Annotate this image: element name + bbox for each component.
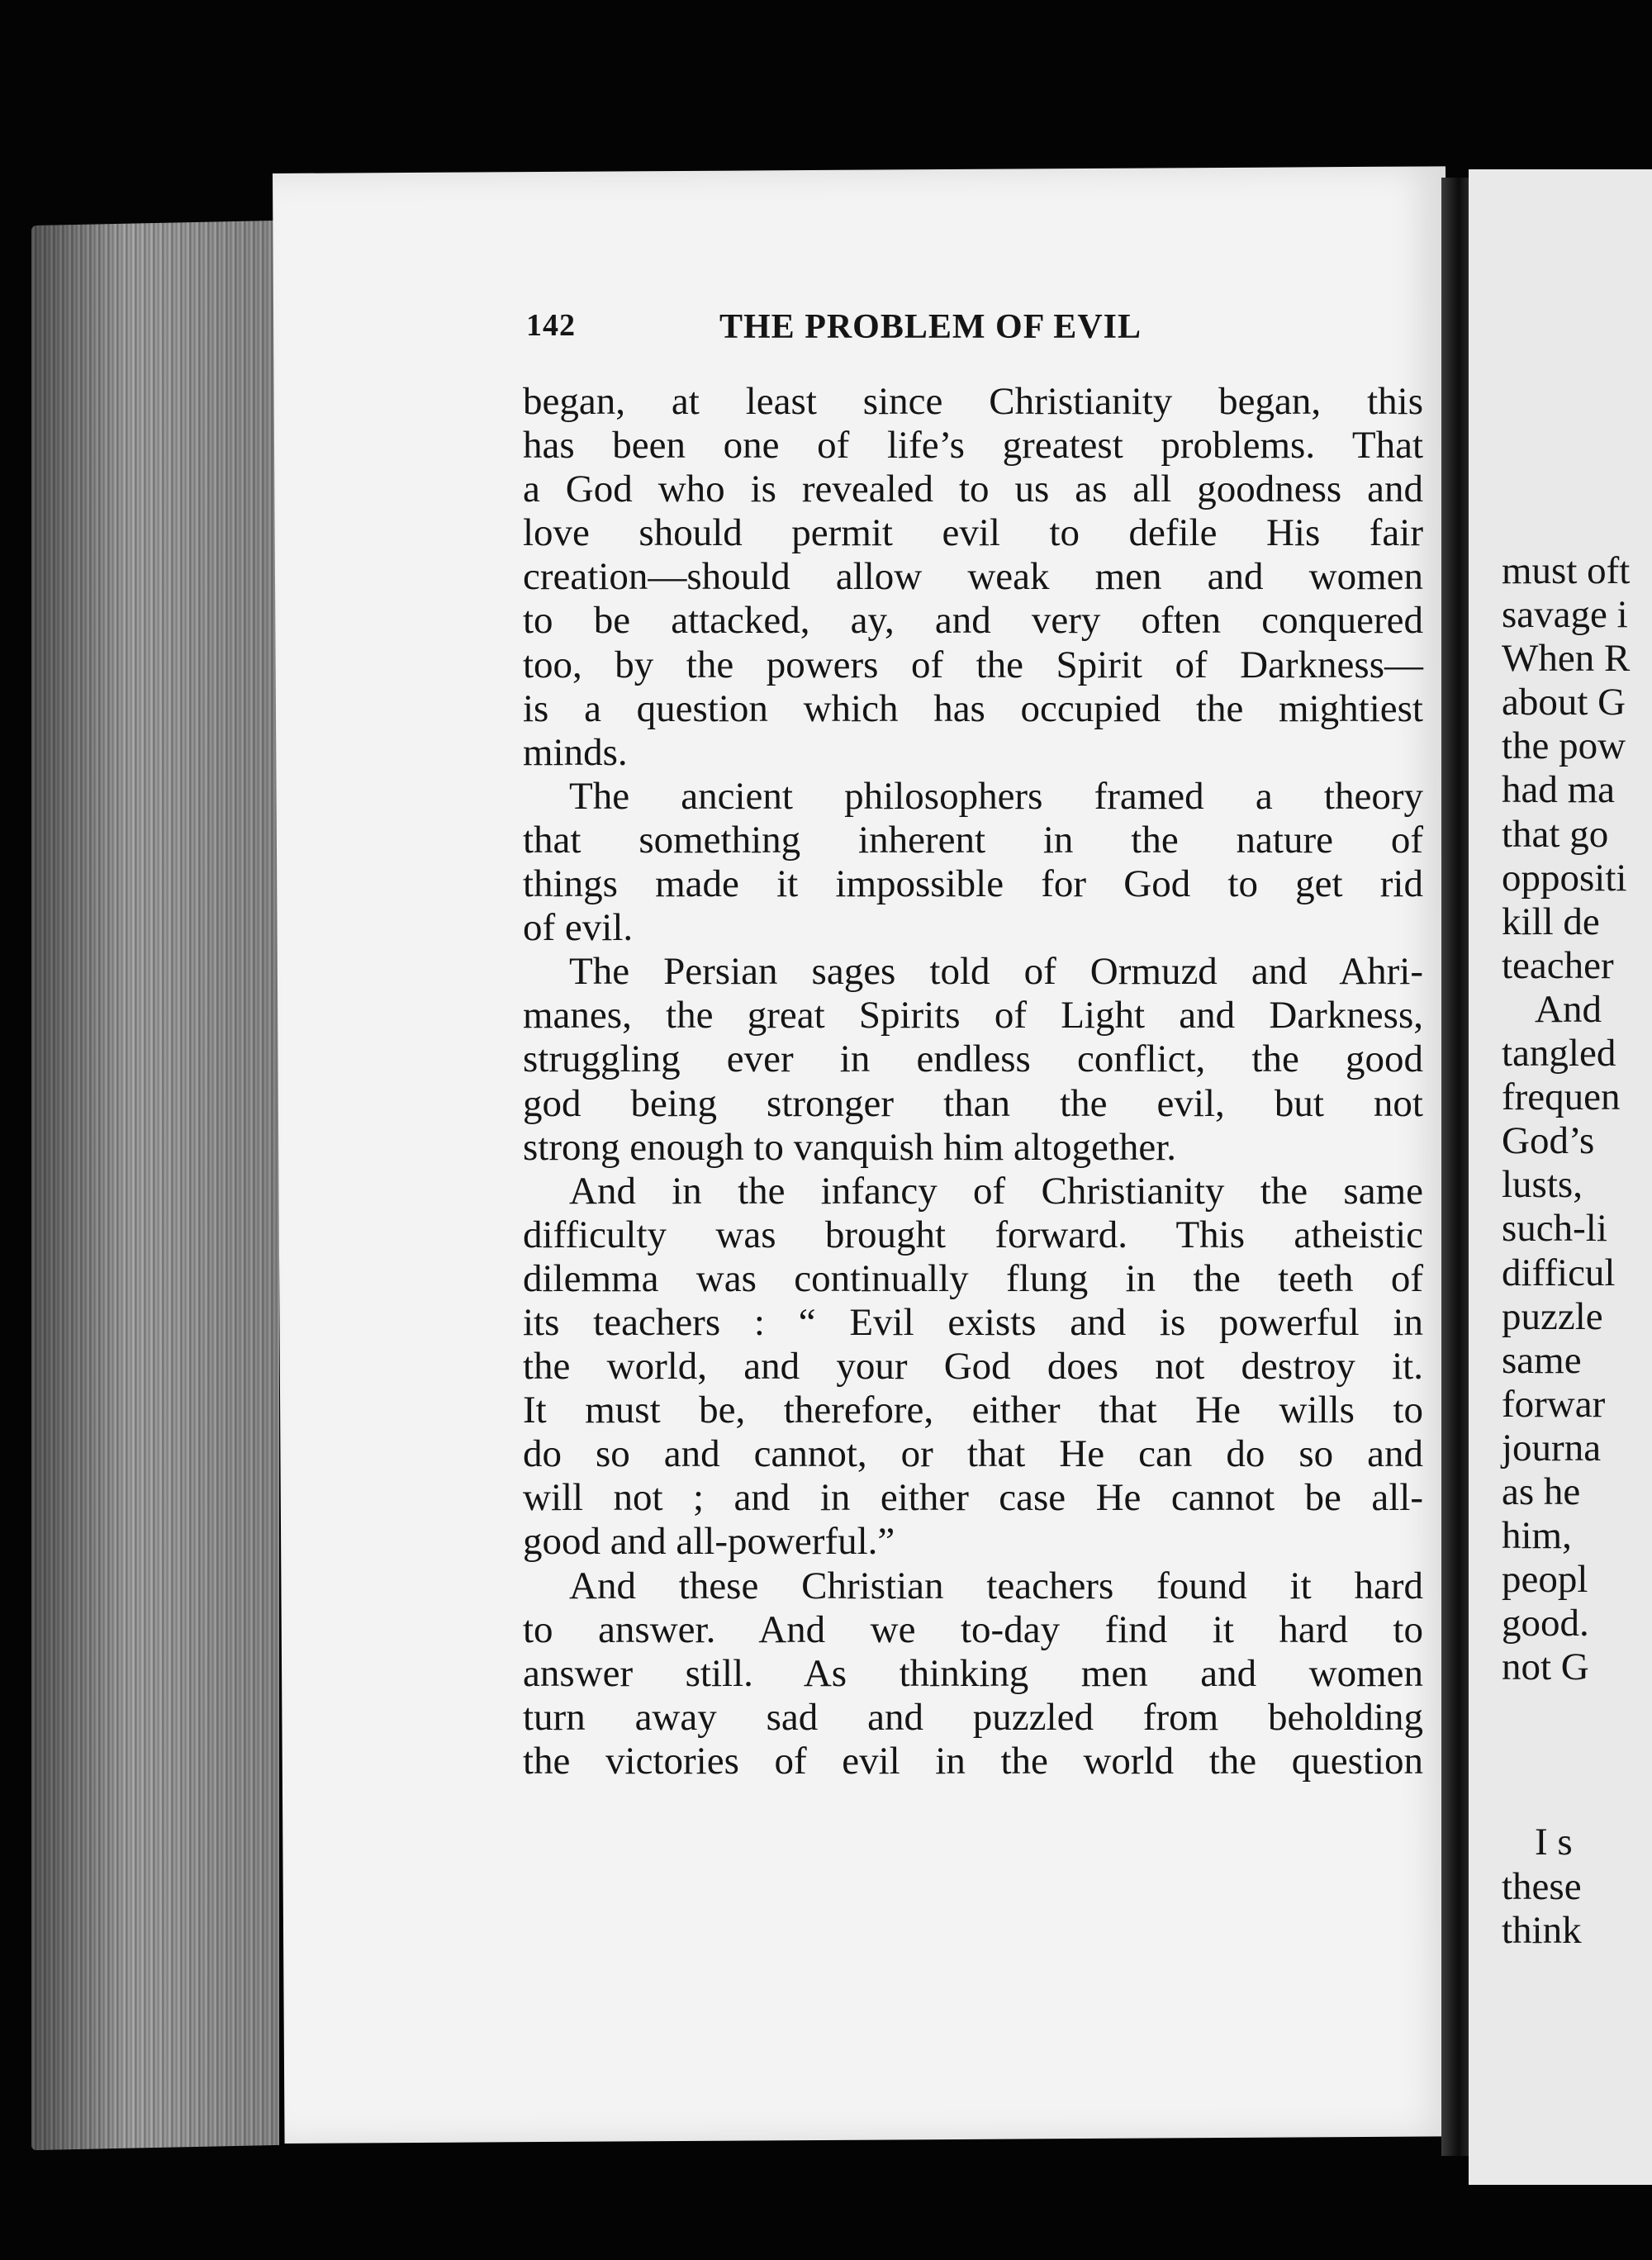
text-line: struggling ever in endless conflict, the good [523, 1037, 1423, 1081]
right-page-text [1502, 549, 1652, 1953]
right-text-line: savage i [1502, 593, 1628, 637]
right-text-line: think [1502, 1908, 1582, 1952]
text-line: do so and cannot, or that He can do so and [523, 1432, 1423, 1476]
page-number: 142 [526, 308, 576, 343]
text-line: The Persian sages told of Ormuzd and Ahri- [569, 950, 1423, 994]
page-edges-shadow [31, 221, 279, 2150]
right-text-line: had ma [1502, 768, 1616, 812]
text-line: turn away sad and puzzled from beholding [523, 1695, 1423, 1739]
right-text-line: God’s [1502, 1119, 1595, 1163]
text-line: things made it impossible for God to get rid [523, 862, 1423, 906]
right-text-line: about G [1502, 681, 1626, 724]
text-line: And in the infancy of Christianity the same [569, 1169, 1423, 1213]
text-line: minds. [523, 730, 628, 774]
right-text-line: frequen [1502, 1075, 1621, 1119]
right-page [1469, 169, 1652, 2185]
text-line: to be attacked, ay, and very often conquered [523, 599, 1423, 643]
right-text-line: When R [1502, 637, 1631, 681]
text-line: difficulty was brought forward. This atheistic [523, 1213, 1423, 1256]
text-line: creation—should allow weak men and women [523, 555, 1423, 599]
text-line: will not ; and in either case He cannot be all- [523, 1476, 1423, 1520]
right-text-line: tangled [1502, 1032, 1616, 1075]
right-text-line: the pow [1502, 724, 1626, 768]
right-text-line: that go [1502, 812, 1609, 856]
right-text-line: such-li [1502, 1207, 1607, 1251]
text-line: is a question which has occupied the mightiest [523, 686, 1423, 730]
text-line: The ancient philosophers framed a theory [569, 774, 1423, 818]
text-line: of evil. [523, 906, 634, 950]
text-line: strong enough to vanquish him altogether. [523, 1125, 1177, 1169]
text-line: the victories of evil in the world the question [523, 1739, 1423, 1783]
text-line: god being stronger than the evil, but not [523, 1081, 1423, 1125]
right-text-line: journa [1502, 1426, 1602, 1469]
text-line: love should permit evil to defile His fair [523, 511, 1423, 555]
right-text-line: must oft [1502, 549, 1631, 592]
right-text-line: same [1502, 1338, 1582, 1382]
running-head [526, 307, 1427, 357]
right-text-line: these [1502, 1864, 1582, 1908]
right-text-line: good. [1502, 1602, 1589, 1645]
right-text-line: I s [1535, 1821, 1573, 1864]
text-line: began, at least since Christianity began, this [523, 380, 1423, 423]
right-text-line: not G [1502, 1645, 1589, 1689]
right-text-line: lusts, [1502, 1163, 1583, 1207]
text-line: its teachers : “ Evil exists and is powerful in [523, 1300, 1423, 1344]
text-line: the world, and your God does not destroy it. [523, 1345, 1423, 1389]
text-line: good and all-powerful.” [523, 1520, 895, 1564]
right-text-line: puzzle [1502, 1294, 1603, 1338]
text-line: It must be, therefore, either that He wills to [523, 1389, 1423, 1432]
text-line: manes, the great Spirits of Light and Darkness, [523, 994, 1423, 1037]
right-text-line: peopl [1502, 1558, 1588, 1602]
right-text-line: oppositi [1502, 856, 1627, 900]
right-text-line: And [1535, 987, 1602, 1031]
right-text-line: difficul [1502, 1251, 1616, 1294]
text-line: a God who is revealed to us as all goodness and [523, 468, 1423, 511]
right-text-line: him, [1502, 1514, 1572, 1558]
text-line: dilemma was continually flung in the teeth of [523, 1256, 1423, 1300]
text-line: to answer. And we to-day find it hard to [523, 1607, 1423, 1651]
text-line: And these Christian teachers found it hard [569, 1564, 1423, 1607]
right-text-line: forwar [1502, 1382, 1606, 1426]
right-text-line: teacher [1502, 943, 1614, 987]
text-line: answer still. As thinking men and women [523, 1651, 1423, 1695]
text-line: too, by the powers of the Spirit of Darkness— [523, 643, 1423, 686]
right-text-line: as he [1502, 1469, 1581, 1513]
book-gutter [1441, 178, 1470, 2156]
right-text-line [1502, 1689, 1652, 1821]
text-line: has been one of life’s greatest problems. That [523, 424, 1423, 468]
right-text-line: kill de [1502, 900, 1600, 943]
running-title: THE PROBLEM OF EVIL [719, 308, 1142, 346]
text-line: that something inherent in the nature of [523, 818, 1423, 862]
left-page-body-text [523, 380, 1423, 1783]
